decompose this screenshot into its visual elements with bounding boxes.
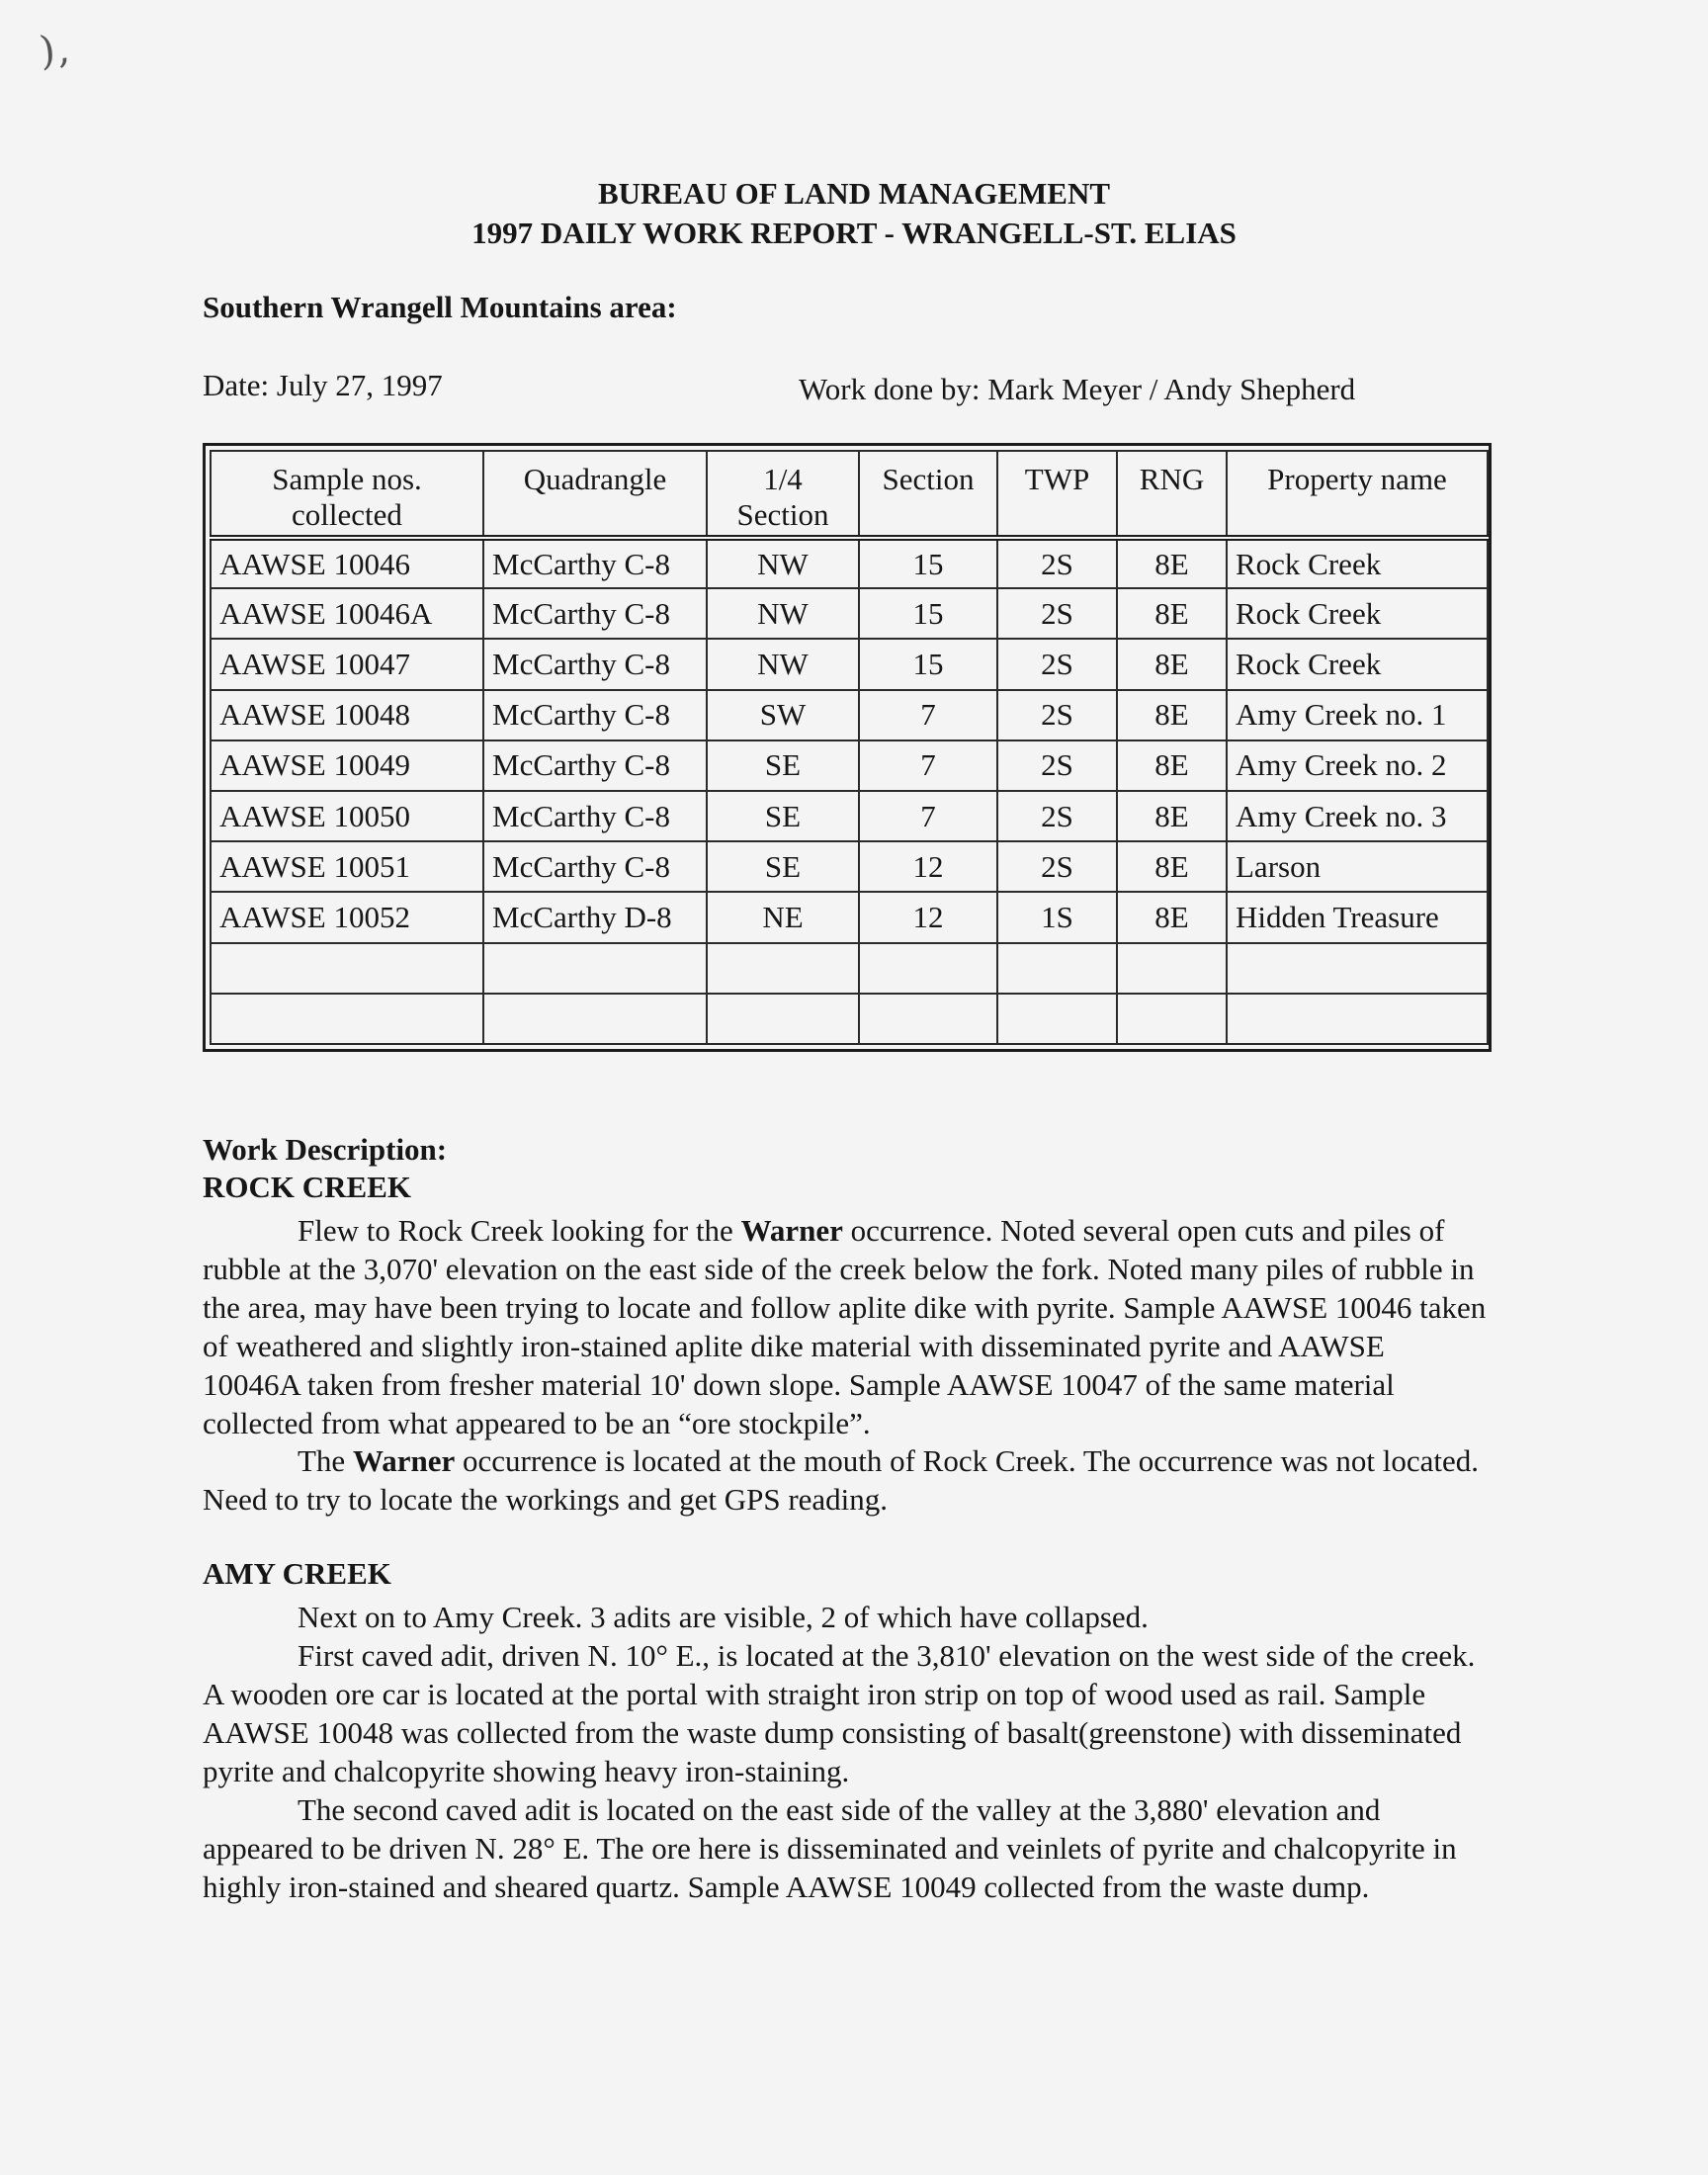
col-header-section: Section [859, 451, 997, 538]
cell-property: Rock Creek [1227, 588, 1488, 639]
cell-section: 15 [859, 639, 997, 689]
cell-rng: 8E [1117, 588, 1227, 639]
cell-twp [997, 994, 1117, 1044]
cell-rng: 8E [1117, 538, 1227, 588]
table-row [211, 841, 1488, 892]
cell-quarter-section: SW [707, 690, 859, 740]
cell-sample [211, 994, 483, 1044]
amy-creek-heading: AMY CREEK [203, 1556, 391, 1591]
cell-quadrangle: McCarthy C-8 [483, 690, 707, 740]
amy-creek-paragraph-2: First caved adit, driven N. 10° E., is located at the 3,810' elevation on the west side of the creek. A wooden ore car is located at the portal with straight iron strip on top of wood used as rail. Sample AAWSE 10048 was collected from the waste dump consisting of basalt(greenstone) with disseminated pyrite and chalcopyrite showing heavy iron-staining. [203, 1638, 1476, 1788]
cell-quadrangle: McCarthy D-8 [483, 892, 707, 942]
cell-twp: 2S [997, 639, 1117, 689]
cell-property: Rock Creek [1227, 639, 1488, 689]
cell-twp: 2S [997, 538, 1117, 588]
cell-quadrangle: McCarthy C-8 [483, 841, 707, 892]
cell-quadrangle: McCarthy C-8 [483, 588, 707, 639]
cell-section: 7 [859, 690, 997, 740]
cell-twp [997, 943, 1117, 994]
cell-twp: 2S [997, 791, 1117, 841]
cell-section: 12 [859, 892, 997, 942]
cell-quadrangle: McCarthy C-8 [483, 639, 707, 689]
cell-property: Amy Creek no. 3 [1227, 791, 1488, 841]
table-row [211, 994, 1488, 1044]
cell-quarter-section: NW [707, 639, 859, 689]
cell-quarter-section: SE [707, 791, 859, 841]
cell-property [1227, 943, 1488, 994]
table-row [211, 791, 1488, 841]
cell-twp: 2S [997, 690, 1117, 740]
cell-sample: AAWSE 10052 [211, 892, 483, 942]
cell-sample: AAWSE 10050 [211, 791, 483, 841]
cell-sample: AAWSE 10048 [211, 690, 483, 740]
cell-quarter-section: NW [707, 538, 859, 588]
col-header-quadrangle: Quadrangle [483, 451, 707, 538]
rock-creek-paragraph-1: Flew to Rock Creek looking for the Warner occurrence. Noted several open cuts and piles of rubble at the 3,070' elevation on the east side of the creek below the fork. Noted many piles of rubble in the area, may have been trying to locate and follow aplite dike with pyrite. Sample AAWSE 10046 taken of weathered and slightly iron-stained aplite dike material with disseminated pyrite and AAWSE 10046A taken from fresher material 10' down slope. Sample AAWSE 10047 of the same material collected from what appeared to be an “ore stockpile”. [203, 1213, 1487, 1440]
cell-rng: 8E [1117, 791, 1227, 841]
work-done-by: Work done by: Mark Meyer / Andy Shepherd [799, 372, 1356, 406]
cell-sample: AAWSE 10046 [211, 538, 483, 588]
cell-sample: AAWSE 10051 [211, 841, 483, 892]
cell-section: 7 [859, 740, 997, 791]
cell-twp: 2S [997, 841, 1117, 892]
col-header-rng: RNG [1117, 451, 1227, 538]
cell-quarter-section: SE [707, 841, 859, 892]
cell-rng [1117, 943, 1227, 994]
work-description-heading: Work Description: [203, 1132, 448, 1167]
cell-section: 12 [859, 841, 997, 892]
cell-quarter-section [707, 994, 859, 1044]
table-row [211, 588, 1488, 639]
area-heading: Southern Wrangell Mountains area: [203, 290, 677, 324]
samples-table-frame [203, 443, 1492, 1052]
samples-table [210, 450, 1489, 1045]
cell-rng [1117, 994, 1227, 1044]
col-header-sample: Sample nos. collected [211, 451, 483, 538]
report-date: Date: July 27, 1997 [203, 368, 443, 402]
cell-quadrangle: McCarthy C-8 [483, 740, 707, 791]
rock-creek-paragraph-2: The Warner occurrence is located at the mouth of Rock Creek. The occurrence was not located. Need to try to locate the workings and get GPS reading. [203, 1443, 1480, 1517]
table-row [211, 892, 1488, 942]
cell-sample: AAWSE 10046A [211, 588, 483, 639]
cell-quarter-section: NE [707, 892, 859, 942]
cell-rng: 8E [1117, 892, 1227, 942]
cell-property: Amy Creek no. 2 [1227, 740, 1488, 791]
cell-quarter-section: SE [707, 740, 859, 791]
amy-creek-paragraph-1: Next on to Amy Creek. 3 adits are visible, 2 of which have collapsed. [298, 1600, 1149, 1634]
col-header-quarter-section: 1/4 Section [707, 451, 859, 538]
cell-property: Hidden Treasure [1227, 892, 1488, 942]
cell-twp: 2S [997, 740, 1117, 791]
table-header-row [211, 451, 1488, 538]
cell-property: Larson [1227, 841, 1488, 892]
table-row [211, 690, 1488, 740]
cell-twp: 1S [997, 892, 1117, 942]
handwritten-mark: ), [37, 26, 74, 75]
cell-rng: 8E [1117, 740, 1227, 791]
cell-section [859, 994, 997, 1044]
col-header-property: Property name [1227, 451, 1488, 538]
report-title-agency: BUREAU OF LAND MANAGEMENT [597, 176, 1111, 211]
cell-section [859, 943, 997, 994]
cell-sample [211, 943, 483, 994]
table-row [211, 538, 1488, 588]
cell-property: Rock Creek [1227, 538, 1488, 588]
cell-section: 15 [859, 588, 997, 639]
cell-quadrangle: McCarthy C-8 [483, 791, 707, 841]
cell-property [1227, 994, 1488, 1044]
cell-rng: 8E [1117, 690, 1227, 740]
cell-sample: AAWSE 10049 [211, 740, 483, 791]
cell-quadrangle [483, 943, 707, 994]
table-row [211, 740, 1488, 791]
cell-property: Amy Creek no. 1 [1227, 690, 1488, 740]
col-header-twp: TWP [997, 451, 1117, 538]
cell-quarter-section: NW [707, 588, 859, 639]
table-row [211, 639, 1488, 689]
report-title-subtitle: 1997 DAILY WORK REPORT - WRANGELL-ST. ELIAS [471, 216, 1237, 250]
rock-creek-heading: ROCK CREEK [203, 1170, 411, 1204]
cell-twp: 2S [997, 588, 1117, 639]
table-row [211, 943, 1488, 994]
cell-quadrangle [483, 994, 707, 1044]
cell-section: 15 [859, 538, 997, 588]
cell-sample: AAWSE 10047 [211, 639, 483, 689]
cell-section: 7 [859, 791, 997, 841]
cell-quadrangle: McCarthy C-8 [483, 538, 707, 588]
cell-rng: 8E [1117, 841, 1227, 892]
cell-quarter-section [707, 943, 859, 994]
cell-rng: 8E [1117, 639, 1227, 689]
amy-creek-paragraph-3: The second caved adit is located on the east side of the valley at the 3,880' elevation and appeared to be driven N. 28° E. The ore here is disseminated and veinlets of pyrite and chalcopyrite in highly iron-stained and sheared quartz. Sample AAWSE 10049 collected from the waste dump. [203, 1792, 1457, 1904]
